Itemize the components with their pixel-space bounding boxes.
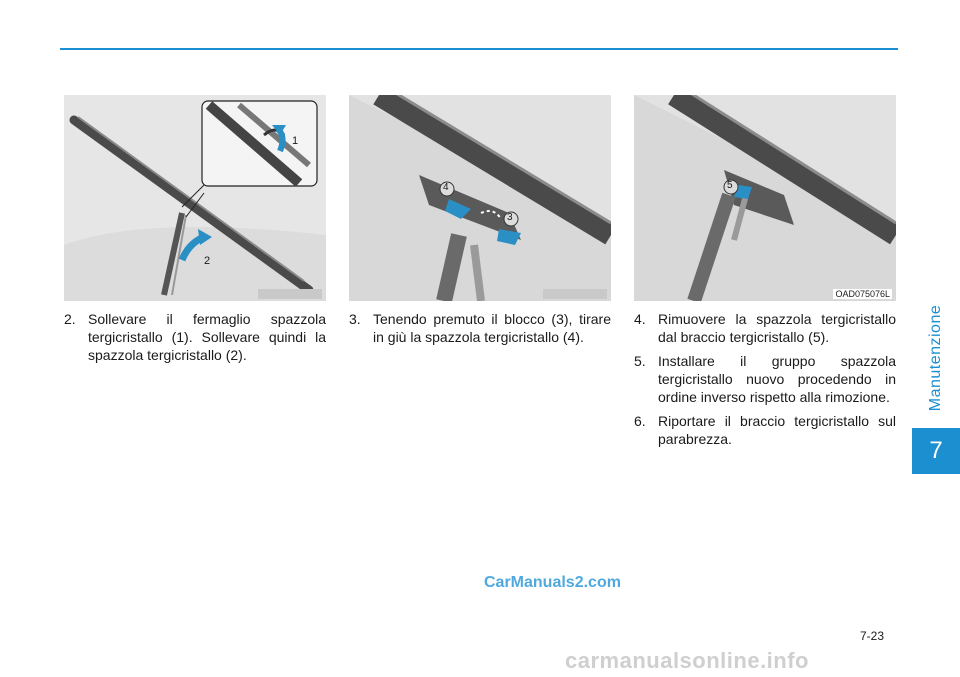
wiper-arm-illustration [634, 95, 896, 301]
chapter-number-badge: 7 [912, 428, 960, 474]
step-item [64, 310, 326, 364]
instruction-column-1 [64, 310, 326, 370]
step-text: Tenendo premuto il blocco (3), tirare in giù la spazzola tergicristallo (4). [373, 311, 611, 345]
wiper-lock-illustration [349, 95, 611, 301]
page-number: 7-23 [860, 629, 885, 643]
instruction-column-2 [349, 310, 611, 352]
step-number: 4. [634, 311, 646, 327]
figure-code [258, 289, 322, 299]
callout-3: 3 [507, 212, 513, 223]
header-rule [60, 48, 898, 50]
figure-wiper-pull-down [349, 95, 611, 301]
step-number: 3. [349, 311, 361, 327]
step-item [634, 310, 896, 346]
figure-wiper-clip-lift [64, 95, 326, 301]
step-item [634, 352, 896, 406]
step-number: 2. [64, 311, 76, 327]
step-number: 5. [634, 353, 646, 369]
callout-4: 4 [443, 182, 449, 193]
wiper-blade-illustration [64, 95, 326, 301]
figure-code [543, 289, 607, 299]
figure-code: OAD075076L [835, 289, 890, 299]
site-watermark: carmanualsonline.info [565, 648, 809, 673]
callout-1: 1 [292, 135, 299, 147]
step-text: Sollevare il fermaglio spazzola tergicristallo (1). Sollevare quindi la spazzola tergicristallo (2). [88, 311, 326, 363]
instruction-column-3 [634, 310, 896, 454]
figure-wiper-remove [634, 95, 896, 301]
watermark-link[interactable]: CarManuals2.com [484, 574, 621, 591]
callout-2: 2 [204, 255, 211, 267]
section-tab [912, 296, 960, 420]
callout-5: 5 [727, 180, 733, 191]
step-text: Installare il gruppo spazzola tergicristallo nuovo procedendo in ordine inverso rispetto alla rimozione. [658, 353, 896, 405]
step-text: Riportare il braccio tergicristallo sul parabrezza. [658, 413, 896, 447]
step-item [634, 412, 896, 448]
step-text: Rimuovere la spazzola tergicristallo dal braccio tergicristallo (5). [658, 311, 896, 345]
step-number: 6. [634, 413, 646, 429]
step-item [349, 310, 611, 346]
section-title: Manutenzione [927, 304, 944, 412]
